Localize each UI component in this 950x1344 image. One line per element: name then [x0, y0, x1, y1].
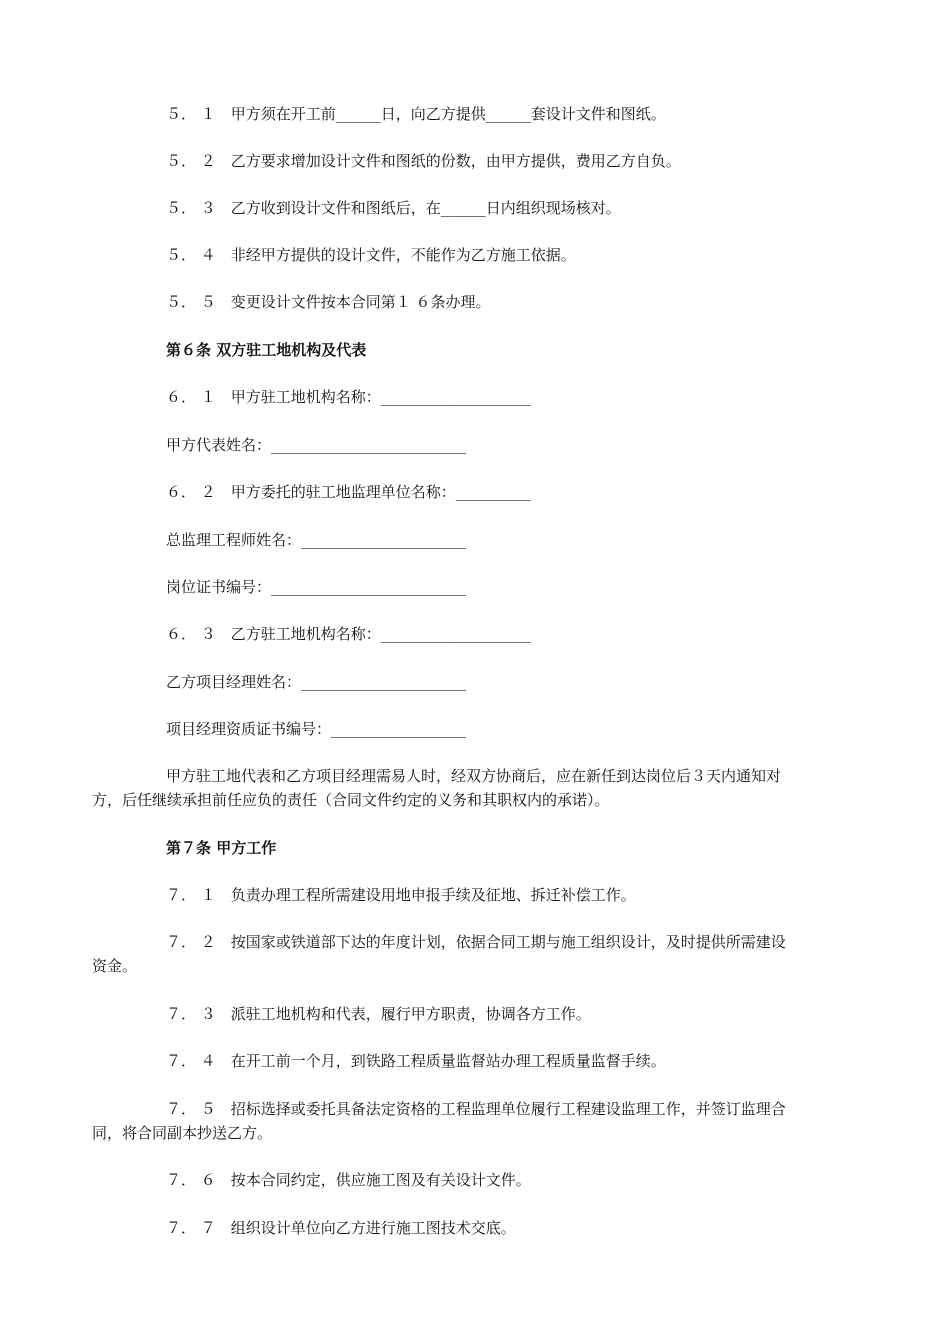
field-text: 总监理工程师姓名：______________________: [166, 531, 467, 549]
clause-text: ７． ７ 组织设计单位向乙方进行施工图技术交底。: [166, 1219, 516, 1237]
clause-text: ５． ３ 乙方收到设计文件和图纸后，在______日内组织现场核对。: [166, 199, 621, 217]
field-text: 岗位证书编号：__________________________: [166, 578, 467, 596]
clause-text: ７． １ 负责办理工程所需建设用地申报手续及征地、拆迁补偿工作。: [166, 886, 636, 904]
field-text: 甲方代表姓名：__________________________: [166, 436, 467, 454]
paragraph-text: 方，后任继续承担前任应负的责任（合同文件约定的义务和其职权内的承诺）。: [92, 791, 610, 809]
clause-text: ５． ２ 乙方要求增加设计文件和图纸的份数，由甲方提供，费用乙方自负。: [166, 152, 681, 170]
clause-text: ６． ３ 乙方驻工地机构名称：____________________: [166, 625, 531, 643]
clause-text: ７． ４ 在开工前一个月，到铁路工程质量监督站办理工程质量监督手续。: [166, 1052, 666, 1070]
clause-text: 同，将合同副本抄送乙方。: [92, 1124, 273, 1142]
heading-text: 第７条 甲方工作: [166, 839, 277, 857]
field-text: 乙方项目经理姓名：______________________: [166, 673, 467, 691]
clause-text: ７． ３ 派驻工地机构和代表，履行甲方职责，协调各方工作。: [166, 1005, 591, 1023]
clause-text: ７． ６ 按本合同约定，供应施工图及有关设计文件。: [166, 1171, 531, 1189]
field-text: 项目经理资质证书编号：__________________: [166, 720, 467, 738]
paragraph-text: 甲方驻工地代表和乙方项目经理需易人时，经双方协商后，应在新任到达岗位后３天内通知对: [166, 767, 782, 785]
clause-text: ５． ４ 非经甲方提供的设计文件，不能作为乙方施工依据。: [166, 246, 576, 264]
clause-text: ６． ２ 甲方委托的驻工地监理单位名称：__________: [166, 483, 531, 501]
heading-text: 第６条 双方驻工地机构及代表: [166, 341, 367, 359]
clause-text: ６． １ 甲方驻工地机构名称：____________________: [166, 388, 531, 406]
clause-text: ７． ５ 招标选择或委托具备法定资格的工程监理单位履行工程建设监理工作，并签订监理合: [166, 1100, 786, 1118]
clause-text: ５． ５ 变更设计文件按本合同第１ ６条办理。: [166, 293, 491, 311]
clause-text: ７． ２ 按国家或铁道部下达的年度计划，依据合同工期与施工组织设计，及时提供所需建设: [166, 933, 786, 951]
clause-text: 资金。: [92, 957, 138, 975]
clause-text: ５． １ 甲方须在开工前______日，向乙方提供______套设计文件和图纸。: [166, 105, 666, 123]
